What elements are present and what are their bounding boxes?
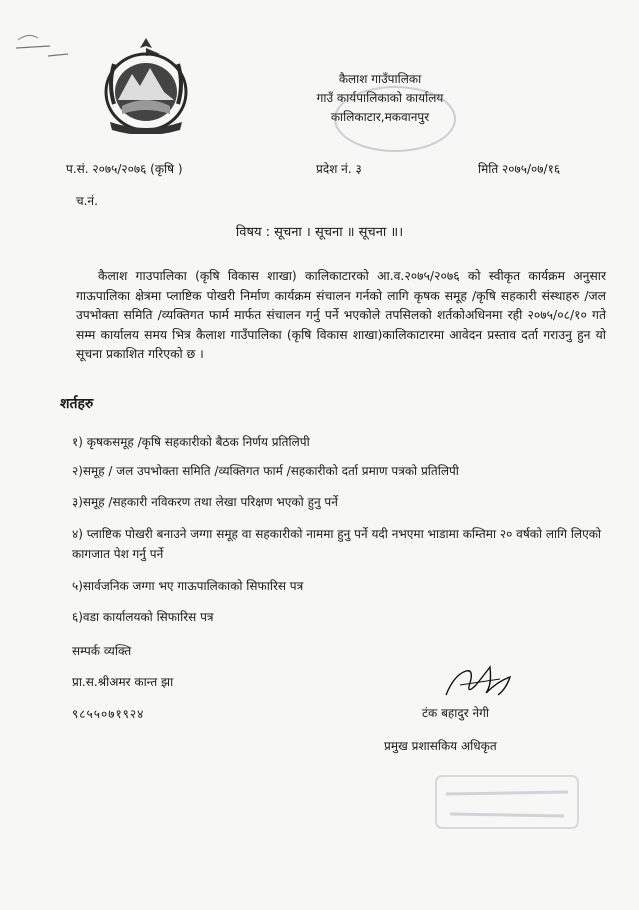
condition-item: ३)समूह /सहकारी नविकरण तथा लेखा परिक्षण भएको हुनु पर्ने (72, 495, 338, 509)
condition-item: १) कृषकसमूह /कृषि सहकारीको बैठक निर्णय प्रतिलिपी (72, 435, 310, 449)
corner-scribble-mark (10, 28, 70, 68)
office-name: कैलाश गाउँपालिका (338, 72, 422, 86)
condition-item: ६)वडा कार्यालयको सिफारिस पत्र (72, 610, 214, 624)
condition-item: २)समूह / जल उपभोक्ता समिति /व्यक्तिगत फार्म /सहकारीको दर्ता प्रमाण पत्रको प्रतिलिपी (72, 464, 459, 478)
letter-date: मिति २०७५/०७/१६ (478, 162, 561, 176)
province-number: प्रदेश नं. ३ (316, 162, 362, 176)
office-department: गाउँ कार्यपालिकाको कार्यालय (316, 91, 444, 105)
contact-person-label: सम्पर्क व्यक्ति (72, 644, 132, 658)
dispatch-number: च.नं. (76, 194, 98, 208)
signer-name: टंक बहादुर नेगी (422, 706, 490, 720)
conditions-heading: शर्तहरु (60, 396, 94, 412)
contact-phone-number: ९८५५०७१९२४ (72, 707, 145, 721)
notice-body: कैलाश गाउपालिका (कृषि विकास शाखा) कालिकाटारको आ.व.२०७५/२०७६ को स्वीकृत कार्यक्रम अनुसार गाऊपालिका क्षेत्रमा प्लाष्टिक पोखरी निर्माण कार्यक्रम संचालन गर्नको लागि कृषक समूह /कृषि सहकारी संस्थाहरु /जल उपभोक्ता समिति /व्यक्तिगत फार्म मार्फत संचालन गर्नु पर्ने भएकोले तपसिलको शर्तकोअधिनमा रही २०७५/०८/१० गते सम्म कार्यालय समय भित्र कैलाश गाउँपालिका (कृषि विकास शाखा)कालिकाटारमा आवेदन प्रस्ताव दर्ता गराउनु हुन यो सूचना प्रकाशित गरिएको छ । (76, 269, 606, 362)
condition-item: ५)सार्वजनिक जग्गा भए गाऊपालिकाको सिफारिस पत्र (72, 579, 304, 593)
signer-title: प्रमुख प्रशासकिय अधिकृत (384, 739, 497, 753)
condition-item: ४) प्लाष्टिक पोखरी बनाउने जग्गा समूह वा सहकारीको नाममा हुनु पर्ने यदी नभएमा भाडामा कम्तिमा २० वर्षको लागि लिएको कागजात पेश गर्नु पर्ने (72, 527, 602, 561)
subject-line: विषय : सूचना । सूचना ॥ सूचना ॥। (235, 225, 404, 240)
reference-number: प.सं. २०७५/२०७६ (कृषि ) (66, 162, 183, 176)
office-round-stamp (334, 86, 456, 152)
government-emblem-icon (100, 34, 192, 134)
handwritten-signature-icon (440, 655, 520, 705)
contact-person-name: प्रा.स.श्रीअमर कान्त झा (72, 675, 174, 689)
faded-official-stamp-icon (432, 772, 582, 832)
office-location: कालिकाटार,मकवानपुर (330, 110, 430, 124)
